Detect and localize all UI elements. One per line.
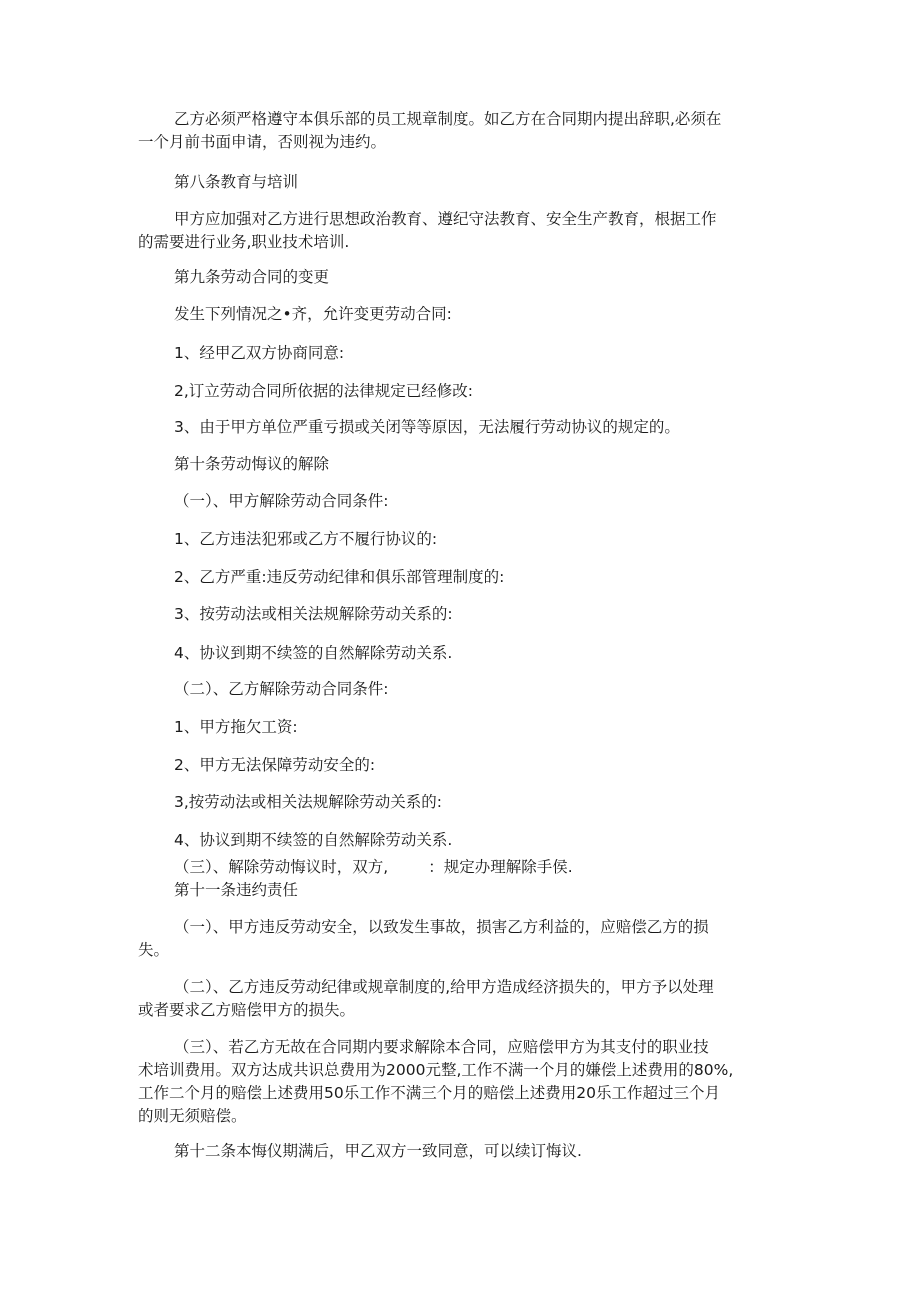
paragraph-line: 的需要进行业务,职业技术培训. [138,233,350,251]
article-heading: 第十条劳动悔议的解除 [174,455,330,473]
paragraph-line: 的则无须赔偿。 [138,1107,247,1125]
paragraph-line: 乙方必须严格遵守本俱乐部的员工规章制度。如乙方在合同期内提出辞职,必须在 [174,110,722,128]
list-item: 3、按劳动法或相关法规解除劳动关系的: [174,605,453,623]
paragraph-line: 发生下列情况之•齐，允许变更劳动合同: [174,305,452,323]
list-item: 4、协议到期不续签的自然解除劳动关系. [174,831,453,849]
paragraph-line: 或者要求乙方赔偿甲方的损失。 [138,1001,356,1019]
paragraph-line: （三）、若乙方无故在合同期内要求解除本合同，应赔偿甲方为其支付的职业技 [174,1038,709,1056]
paragraph-line: 一个月前书面申请，否则视为违约。 [138,133,387,151]
paragraph-line: （二）、乙方违反劳动纪律或规章制度的,给甲方造成经济损失的，甲方予以处理 [174,978,714,996]
section-heading-part: ：规定办理解除手侯. [428,858,573,876]
article-heading: 第十一条违约责任 [174,881,299,899]
list-item: 2、甲方无法保障劳动安全的: [174,756,376,774]
section-heading: （二）、乙方解除劳动合同条件: [174,680,389,698]
paragraph-line: 失。 [138,941,170,959]
section-heading [174,856,573,878]
list-item: 3、由于甲方单位严重亏损或关闭等等原因，无法履行劳动协议的规定的。 [174,418,680,436]
list-item: 1、经甲乙双方协商同意: [174,344,345,362]
list-item: 1、甲方拖欠工资: [174,718,298,736]
list-item: 1、乙方违法犯邪或乙方不履行协议的: [174,530,438,548]
paragraph-line: 术培训费用。双方达成共识总费用为2000元整,工作不满一个月的嫌偿上述费用的80%, [138,1061,734,1079]
section-heading: （一）、甲方解除劳动合同条件: [174,492,389,510]
article-heading: 第八条教育与培训 [174,173,299,191]
article-heading: 第九条劳动合同的变更 [174,268,330,286]
list-item: 2,订立劳动合同所依据的法律规定已经修改: [174,382,474,400]
section-heading-part: （三）、解除劳动悔议时，双方, [174,858,389,876]
paragraph-line: （一）、甲方违反劳动安全，以致发生事故，损害乙方利益的，应赔偿乙方的损 [174,918,709,936]
list-item: 3,按劳动法或相关法规解除劳动关系的: [174,793,443,811]
paragraph-line: 甲方应加强对乙方进行思想政治教育、遵纪守法教育、安全生产教育，根据工作 [174,210,717,228]
paragraph-line: 工作二个月的赔偿上述费用50乐工作不满三个月的赔偿上述费用20乐工作超过三个月 [138,1084,720,1102]
article-heading: 第十二条本悔仪期满后，甲乙双方一致同意，可以续订悔议. [174,1142,582,1160]
list-item: 4、协议到期不续签的自然解除劳动关系. [174,644,453,662]
list-item: 2、乙方严重:违反劳动纪律和俱乐部管理制度的: [174,568,505,586]
